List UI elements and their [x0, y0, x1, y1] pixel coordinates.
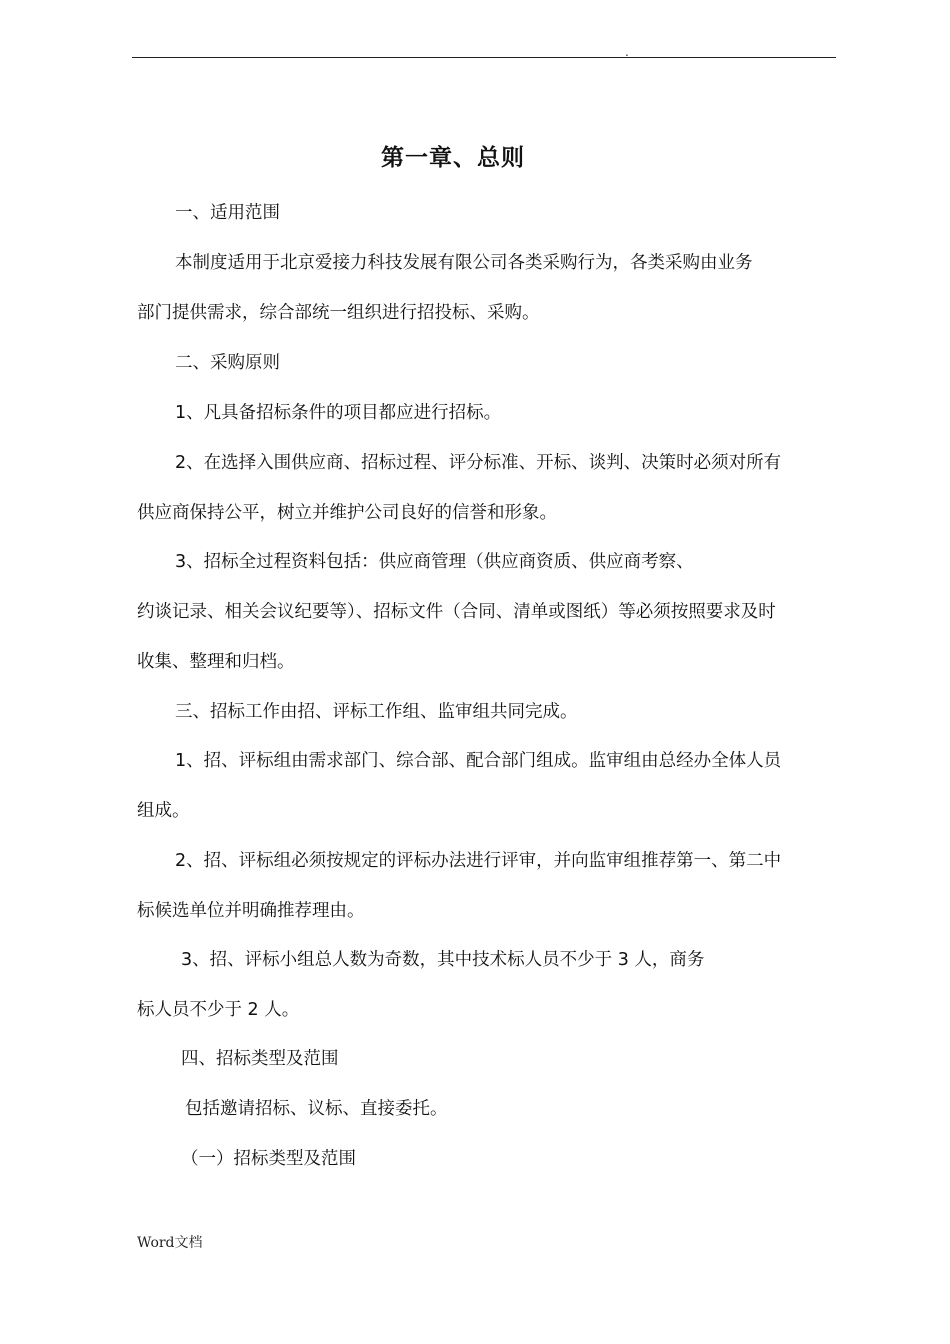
- paragraph-line: 标人员不少于 2 人。: [137, 1000, 300, 1020]
- paragraph-line: 本制度适用于北京爱接力科技发展有限公司各类采购行为，各类采购由业务: [175, 253, 753, 273]
- paragraph-line: 收集、整理和归档。: [137, 652, 295, 672]
- paragraph-line: 3、招标全过程资料包括：供应商管理（供应商资质、供应商考察、: [175, 552, 694, 572]
- footer-label: Word文档: [137, 1235, 203, 1251]
- paragraph-line: 2、在选择入围供应商、招标过程、评分标准、开标、谈判、决策时必须对所有: [175, 453, 782, 473]
- section-heading: 四、招标类型及范围: [181, 1049, 339, 1069]
- paragraph-line: 1、招、评标组由需求部门、综合部、配合部门组成。监审组由总经办全体人员: [175, 751, 782, 771]
- section-heading: 三、招标工作由招、评标工作组、监审组共同完成。: [175, 702, 578, 722]
- paragraph-line: 部门提供需求，综合部统一组织进行招投标、采购。: [137, 303, 540, 323]
- section-heading: 二、采购原则: [175, 353, 280, 373]
- paragraph-line: 约谈记录、相关会议纪要等）、招标文件（合同、清单或图纸）等必须按照要求及时: [137, 602, 776, 622]
- subsection-heading: （一）招标类型及范围: [181, 1149, 356, 1169]
- paragraph-line: 组成。: [137, 801, 190, 821]
- paragraph-line: 3、招、评标小组总人数为奇数，其中技术标人员不少于 3 人，商务: [181, 950, 705, 970]
- paragraph-line: 供应商保持公平，树立并维护公司良好的信誉和形象。: [137, 503, 557, 523]
- header-mark: .: [625, 45, 629, 59]
- section-heading: 一、适用范围: [175, 203, 280, 223]
- paragraph-line: 2、招、评标组必须按规定的评标办法进行评审，并向监审组推荐第一、第二中: [175, 851, 782, 871]
- header-rule: [132, 57, 836, 58]
- paragraph-line: 包括邀请招标、议标、直接委托。: [185, 1099, 448, 1119]
- paragraph-line: 标候选单位并明确推荐理由。: [137, 901, 365, 921]
- chapter-title: 第一章、总则: [381, 145, 525, 171]
- paragraph-line: 1、凡具备招标条件的项目都应进行招标。: [175, 403, 502, 423]
